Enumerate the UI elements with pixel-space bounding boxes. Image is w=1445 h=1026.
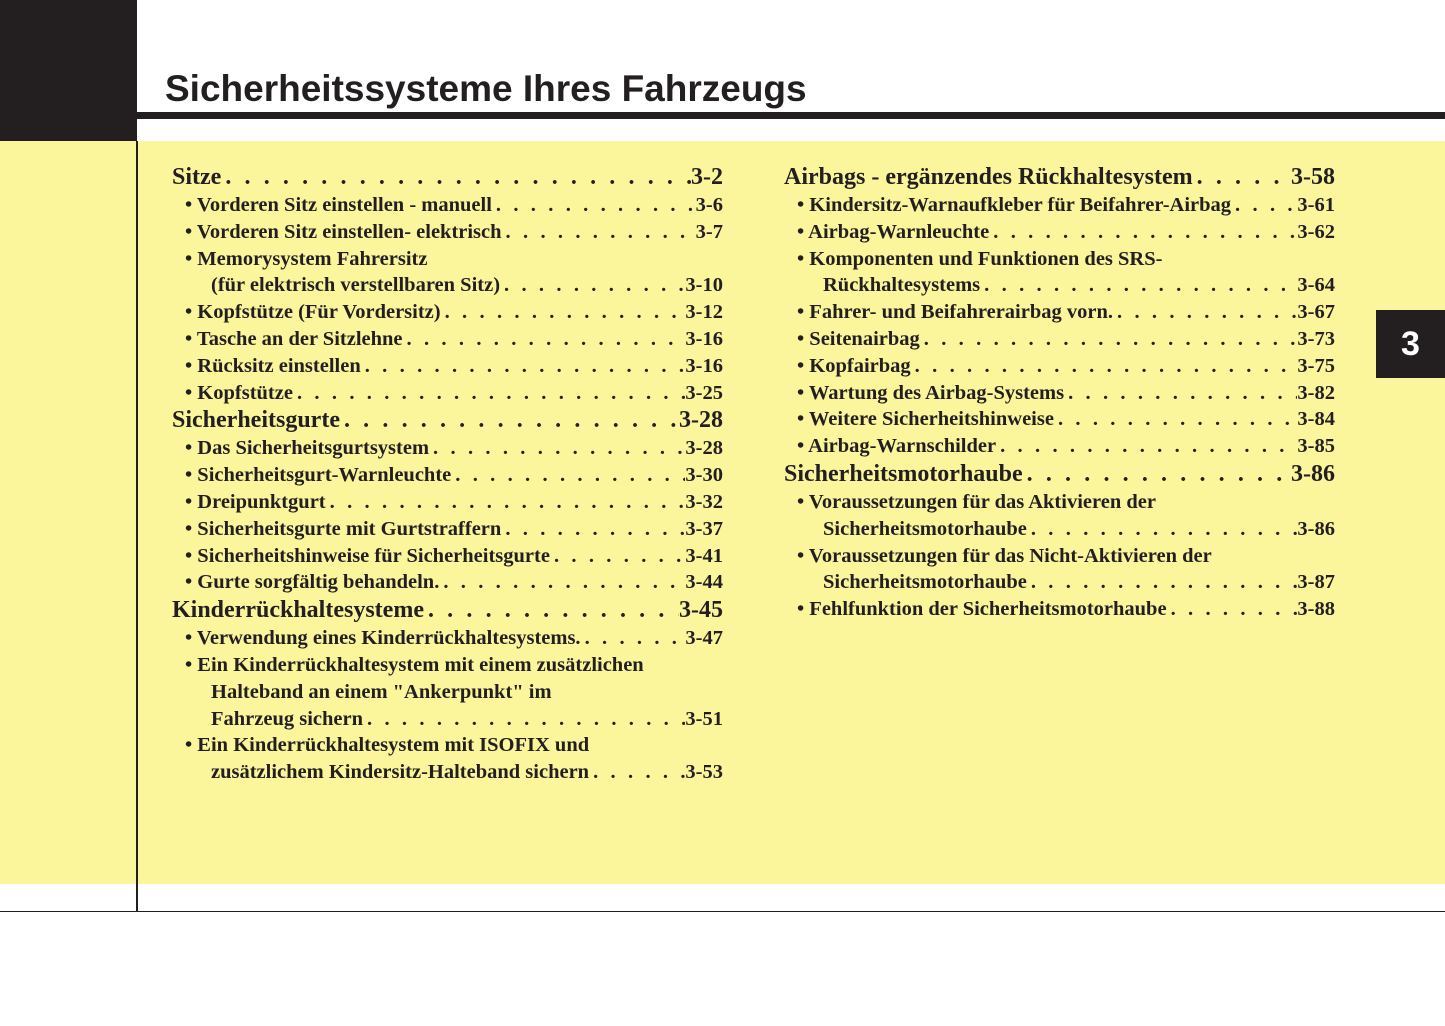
bottom-rule xyxy=(0,911,1445,912)
toc-page: 3-84 xyxy=(1297,408,1335,431)
toc-label: • Gurte sorgfältig behandeln. xyxy=(185,571,440,594)
leader-dots xyxy=(502,219,696,246)
toc-page: 3-16 xyxy=(685,327,723,350)
leader-dots xyxy=(221,163,691,192)
toc-item[interactable] xyxy=(172,569,723,596)
toc-label: • Komponenten und Funktionen des SRS- xyxy=(797,247,1163,270)
leader-dots xyxy=(1064,380,1297,407)
toc-label: • Sicherheitshinweise für Sicherheitsgurte xyxy=(185,544,550,567)
page-title: Sicherheitssysteme Ihres Fahrzeugs xyxy=(165,68,807,109)
toc-label: • Weitere Sicherheitshinweise xyxy=(797,408,1054,431)
toc-label: • Seitenairbag xyxy=(797,327,920,350)
toc-page: 3-61 xyxy=(1297,194,1335,216)
toc-item[interactable] xyxy=(784,299,1335,326)
toc-item[interactable] xyxy=(172,380,723,407)
toc-page: 3-16 xyxy=(685,354,723,377)
toc-page: 3-64 xyxy=(1297,274,1335,297)
toc-label: • Fahrer- und Beifahrerairbag vorn. xyxy=(797,301,1113,324)
toc-label: Rückhaltesystems xyxy=(823,274,981,297)
toc-section-sicherheitsgurte[interactable] xyxy=(172,406,723,435)
toc-item[interactable] xyxy=(784,489,1335,516)
leader-dots xyxy=(550,543,685,570)
toc-item[interactable] xyxy=(172,353,723,380)
leader-dots xyxy=(293,380,685,407)
toc-page: 3-2 xyxy=(691,164,723,190)
toc-item[interactable] xyxy=(172,246,723,273)
leader-dots xyxy=(361,353,686,380)
leader-dots xyxy=(1167,596,1298,623)
toc-item[interactable] xyxy=(172,299,723,326)
leader-dots xyxy=(589,759,685,786)
chapter-tab[interactable]: 3 xyxy=(1376,310,1445,378)
toc-label: Sicherheitsmotorhaube xyxy=(823,571,1027,594)
toc-item[interactable] xyxy=(784,543,1335,570)
toc-item-continued[interactable] xyxy=(784,272,1335,299)
toc-label: Sicherheitsgurte xyxy=(172,407,340,434)
toc-item[interactable] xyxy=(172,652,723,679)
toc-item-continued[interactable] xyxy=(172,679,723,706)
toc-page: 3-10 xyxy=(685,274,723,297)
leader-dots xyxy=(1193,163,1291,192)
toc-page: 3-86 xyxy=(1297,517,1335,540)
toc-item[interactable] xyxy=(784,192,1335,219)
toc-page: 3-25 xyxy=(685,381,723,404)
toc-page: 3-88 xyxy=(1297,598,1335,621)
toc-item-continued[interactable] xyxy=(784,569,1335,596)
toc-label: • Rücksitz einstellen xyxy=(185,354,361,377)
toc-item[interactable] xyxy=(172,543,723,570)
toc-item[interactable] xyxy=(172,462,723,489)
toc-page: 3-62 xyxy=(1297,220,1335,243)
leader-dots xyxy=(429,435,685,462)
toc-item[interactable] xyxy=(784,433,1335,460)
leader-dots xyxy=(1027,569,1298,596)
toc-item-continued[interactable] xyxy=(172,272,723,299)
toc-page: 3-6 xyxy=(695,194,723,216)
toc-page: 3-30 xyxy=(685,464,723,487)
toc-item[interactable] xyxy=(784,353,1335,380)
leader-dots xyxy=(1113,299,1297,326)
toc-column-right xyxy=(784,163,1335,623)
leader-dots xyxy=(581,625,686,652)
leader-dots xyxy=(1023,460,1291,489)
toc-label: • Ein Kinderrückhaltesystem mit einem zusätzlichen xyxy=(185,653,644,676)
toc-label: • Voraussetzungen für das Aktivieren der xyxy=(797,490,1156,513)
leader-dots xyxy=(501,516,685,543)
leader-dots xyxy=(363,706,685,733)
leader-dots xyxy=(989,219,1297,246)
toc-page: 3-41 xyxy=(685,544,723,567)
leader-dots xyxy=(326,489,686,516)
toc-page: 3-73 xyxy=(1297,327,1335,350)
toc-item[interactable] xyxy=(172,732,723,759)
toc-item[interactable] xyxy=(784,406,1335,433)
leader-dots xyxy=(1054,406,1297,433)
toc-page: 3-44 xyxy=(685,571,723,594)
toc-item[interactable] xyxy=(172,192,723,219)
toc-page: 3-87 xyxy=(1297,571,1335,594)
toc-section-airbags[interactable] xyxy=(784,163,1335,192)
leader-dots xyxy=(439,569,685,596)
toc-label: Kinderrückhaltesysteme xyxy=(172,597,424,624)
toc-item[interactable] xyxy=(784,380,1335,407)
toc-label: • Sicherheitsgurte mit Gurtstraffern xyxy=(185,517,502,540)
leader-dots xyxy=(441,299,686,326)
toc-item-continued[interactable] xyxy=(172,706,723,733)
toc-label: Sitze xyxy=(172,164,222,190)
toc-label: • Dreipunktgurt xyxy=(185,490,326,513)
toc-label: • Kopfstütze (Für Vordersitz) xyxy=(185,301,441,324)
toc-item[interactable] xyxy=(784,246,1335,273)
toc-section-sitze[interactable] xyxy=(172,163,723,192)
chapter-corner-block xyxy=(0,0,137,141)
toc-label: • Airbag-Warnschilder xyxy=(797,435,997,458)
leader-dots xyxy=(492,192,696,219)
toc-item[interactable] xyxy=(172,489,723,516)
toc-page: 3-28 xyxy=(679,407,723,434)
toc-page: 3-53 xyxy=(685,761,723,784)
toc-page: 3-12 xyxy=(685,301,723,324)
toc-item-continued[interactable] xyxy=(172,759,723,786)
leader-dots xyxy=(996,433,1297,460)
toc-page: 3-51 xyxy=(685,707,723,730)
toc-page: 3-86 xyxy=(1291,460,1335,487)
leader-dots xyxy=(1027,516,1298,543)
leader-dots xyxy=(980,272,1297,299)
toc-label: Airbags - ergänzendes Rückhaltesystem xyxy=(784,164,1193,190)
toc-item[interactable] xyxy=(172,326,723,353)
toc-label: • Verwendung eines Kinderrückhaltesystems. xyxy=(185,627,581,650)
toc-label: • Fehlfunktion der Sicherheitsmotorhaube xyxy=(797,598,1167,621)
toc-label: Halteband an einem "Ankerpunkt" im xyxy=(211,680,552,703)
toc-item[interactable] xyxy=(172,435,723,462)
toc-label: Sicherheitsmotorhaube xyxy=(823,517,1027,540)
leader-dots xyxy=(1231,192,1297,219)
toc-label: (für elektrisch verstellbaren Sitz) xyxy=(211,274,501,297)
toc-page: 3-37 xyxy=(685,517,723,540)
toc-label: • Wartung des Airbag-Systems xyxy=(797,381,1065,404)
leader-dots xyxy=(340,406,679,435)
toc-column-left xyxy=(172,163,723,786)
leader-dots xyxy=(500,272,685,299)
toc-label: • Airbag-Warnleuchte xyxy=(797,220,990,243)
leader-dots xyxy=(911,353,1298,380)
toc-label: • Tasche an der Sitzlehne xyxy=(185,327,403,350)
leader-dots xyxy=(920,326,1298,353)
toc-item[interactable] xyxy=(172,516,723,543)
toc-item[interactable] xyxy=(172,219,723,246)
toc-page: 3-47 xyxy=(685,627,723,650)
toc-page: 3-32 xyxy=(685,490,723,513)
toc-label: • Kopfstütze xyxy=(185,381,293,404)
toc-page: 3-85 xyxy=(1297,435,1335,458)
toc-label: • Memorysystem Fahrersitz xyxy=(185,247,428,270)
toc-page: 3-67 xyxy=(1297,301,1335,324)
toc-page: 3-7 xyxy=(695,220,723,243)
toc-section-sicherheitsmotorhaube[interactable] xyxy=(784,460,1335,489)
toc-label: • Vorderen Sitz einstellen - manuell xyxy=(185,194,492,216)
toc-page: 3-28 xyxy=(685,437,723,460)
toc-page: 3-58 xyxy=(1291,164,1335,190)
toc-label: Sicherheitsmotorhaube xyxy=(784,460,1023,487)
toc-label: Fahrzeug sichern xyxy=(211,707,364,730)
toc-item[interactable] xyxy=(172,625,723,652)
toc-page: 3-45 xyxy=(679,597,723,624)
toc-page: 3-82 xyxy=(1297,381,1335,404)
toc-item-continued[interactable] xyxy=(784,516,1335,543)
leader-dots xyxy=(424,596,679,625)
toc-item[interactable] xyxy=(784,326,1335,353)
toc-label: • Sicherheitsgurt-Warnleuchte xyxy=(185,464,452,487)
leader-dots xyxy=(451,462,685,489)
toc-label: • Ein Kinderrückhaltesystem mit ISOFIX und xyxy=(185,734,590,757)
toc-section-kinderrueckhaltesysteme[interactable] xyxy=(172,596,723,625)
toc-page: 3-75 xyxy=(1297,354,1335,377)
toc-label: • Vorderen Sitz einstellen- elektrisch xyxy=(185,220,502,243)
leader-dots xyxy=(403,326,686,353)
title-rule xyxy=(137,112,1445,119)
margin-rule xyxy=(136,141,138,912)
toc-item[interactable] xyxy=(784,596,1335,623)
toc-label: • Kopfairbag xyxy=(797,354,911,377)
toc-label: zusätzlichem Kindersitz-Halteband sichern xyxy=(211,761,590,784)
toc-label: • Das Sicherheitsgurtsystem xyxy=(185,437,430,460)
toc-item[interactable] xyxy=(784,219,1335,246)
toc-label: • Kindersitz-Warnaufkleber für Beifahrer-Airbag xyxy=(797,194,1232,216)
toc-label: • Voraussetzungen für das Nicht-Aktivieren der xyxy=(797,544,1212,567)
